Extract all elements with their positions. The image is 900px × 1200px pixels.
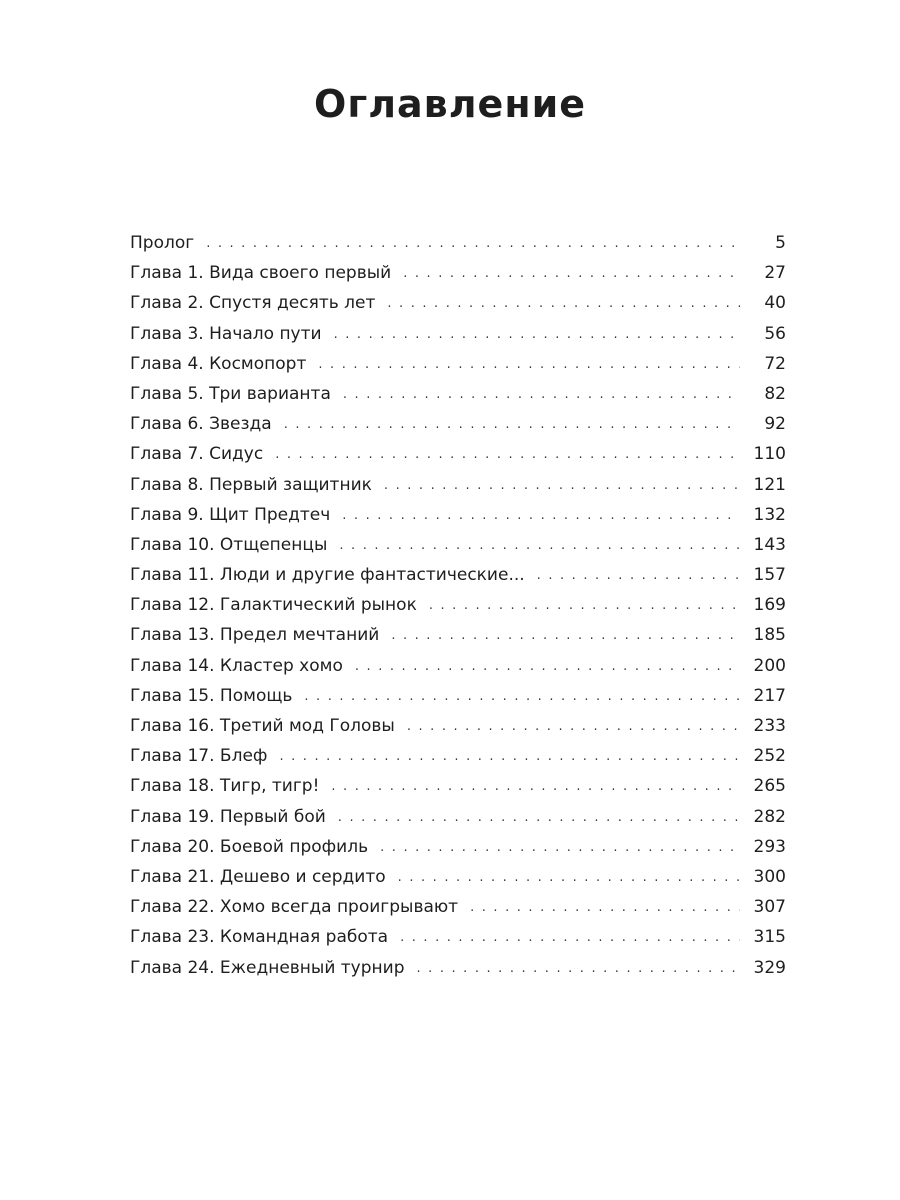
toc-entry-label: Глава 9. Щит Предтеч bbox=[130, 504, 331, 525]
page-title: Оглавление bbox=[314, 82, 586, 126]
toc-entry-label: Глава 22. Хомо всегда проигрывают bbox=[130, 897, 459, 918]
toc-entry-page: 217 bbox=[753, 685, 786, 706]
toc-entry bbox=[130, 439, 786, 469]
dot-leader bbox=[407, 712, 740, 742]
toc-entry-label: Глава 23. Командная работа bbox=[130, 927, 389, 948]
toc-entry-page: 110 bbox=[753, 444, 786, 465]
toc-entry-page: 265 bbox=[753, 776, 786, 797]
toc-entry bbox=[130, 862, 786, 892]
table-of-contents bbox=[130, 228, 786, 983]
toc-entry-label: Глава 14. Кластер хомо bbox=[130, 655, 343, 676]
toc-entry bbox=[130, 560, 786, 590]
dot-leader bbox=[537, 561, 740, 591]
toc-entry-page: 82 bbox=[764, 383, 786, 404]
toc-entry-page: 300 bbox=[753, 866, 786, 887]
toc-entry bbox=[130, 258, 786, 288]
toc-entry bbox=[130, 379, 786, 409]
dot-leader bbox=[355, 652, 740, 682]
toc-entry bbox=[130, 892, 786, 922]
dot-leader bbox=[417, 954, 741, 984]
toc-entry-label: Глава 12. Галактический рынок bbox=[130, 595, 417, 616]
toc-entry-label: Глава 1. Вида своего первый bbox=[130, 263, 392, 284]
dot-leader bbox=[470, 893, 740, 923]
dot-leader bbox=[343, 380, 740, 410]
toc-entry bbox=[130, 470, 786, 500]
toc-entry-page: 200 bbox=[753, 655, 786, 676]
toc-entry bbox=[130, 620, 786, 650]
toc-entry bbox=[130, 288, 786, 318]
toc-entry-label: Глава 4. Космопорт bbox=[130, 353, 307, 374]
dot-leader bbox=[275, 440, 740, 470]
toc-entry-label: Глава 8. Первый защитник bbox=[130, 474, 372, 495]
toc-entry-label: Глава 11. Люди и другие фантастические... bbox=[130, 565, 525, 586]
toc-entry-page: 143 bbox=[753, 534, 786, 555]
toc-entry bbox=[130, 530, 786, 560]
toc-entry bbox=[130, 922, 786, 952]
toc-entry bbox=[130, 228, 786, 258]
toc-entry-label: Глава 18. Тигр, тигр! bbox=[130, 776, 320, 797]
toc-entry bbox=[130, 319, 786, 349]
toc-entry bbox=[130, 802, 786, 832]
toc-entry bbox=[130, 741, 786, 771]
toc-entry-page: 27 bbox=[764, 263, 786, 284]
toc-entry-page: 92 bbox=[764, 414, 786, 435]
dot-leader bbox=[387, 289, 740, 319]
dot-leader bbox=[318, 350, 740, 380]
dot-leader bbox=[429, 591, 740, 621]
toc-entry-label: Глава 15. Помощь bbox=[130, 685, 293, 706]
dot-leader bbox=[304, 682, 740, 712]
dot-leader bbox=[284, 410, 740, 440]
toc-entry-label: Глава 20. Боевой профиль bbox=[130, 836, 369, 857]
toc-entry-page: 56 bbox=[764, 323, 786, 344]
toc-entry-label: Пролог bbox=[130, 233, 195, 253]
toc-entry-label: Глава 5. Три варианта bbox=[130, 383, 331, 404]
toc-entry-page: 121 bbox=[753, 474, 786, 495]
toc-entry-page: 132 bbox=[753, 504, 786, 525]
toc-entry-page: 157 bbox=[753, 565, 786, 586]
dot-leader bbox=[339, 531, 740, 561]
toc-entry-page: 307 bbox=[753, 897, 786, 918]
toc-entry bbox=[130, 409, 786, 439]
toc-entry bbox=[130, 349, 786, 379]
toc-entry-page: 185 bbox=[753, 625, 786, 646]
toc-entry-page: 233 bbox=[753, 716, 786, 736]
dot-leader bbox=[334, 320, 740, 350]
toc-entry-page: 5 bbox=[775, 233, 786, 253]
dot-leader bbox=[403, 259, 740, 289]
toc-entry-page: 282 bbox=[753, 806, 786, 827]
toc-entry-label: Глава 21. Дешево и сердито bbox=[130, 866, 386, 887]
toc-entry bbox=[130, 590, 786, 620]
toc-entry-label: Глава 24. Ежедневный турнир bbox=[130, 957, 405, 978]
dot-leader bbox=[398, 863, 740, 893]
toc-entry-label: Глава 16. Третий мод Головы bbox=[130, 716, 395, 736]
toc-entry-label: Глава 2. Спустя десять лет bbox=[130, 293, 376, 314]
toc-entry-page: 169 bbox=[753, 595, 786, 616]
dot-leader bbox=[380, 833, 740, 863]
toc-entry bbox=[130, 771, 786, 801]
toc-entry bbox=[130, 953, 786, 983]
toc-entry-page: 252 bbox=[753, 746, 786, 767]
toc-entry bbox=[130, 500, 786, 530]
dot-leader bbox=[342, 501, 740, 531]
toc-entry bbox=[130, 651, 786, 681]
toc-entry-label: Глава 3. Начало пути bbox=[130, 323, 322, 344]
dot-leader bbox=[279, 742, 740, 772]
toc-entry-label: Глава 13. Предел мечтаний bbox=[130, 625, 380, 646]
dot-leader bbox=[338, 803, 740, 833]
toc-entry bbox=[130, 681, 786, 711]
dot-leader bbox=[331, 772, 740, 802]
dot-leader bbox=[384, 471, 740, 501]
toc-entry-label: Глава 7. Сидус bbox=[130, 444, 264, 465]
toc-entry-label: Глава 6. Звезда bbox=[130, 414, 272, 435]
toc-entry-page: 72 bbox=[764, 353, 786, 374]
toc-entry-label: Глава 10. Отщепенцы bbox=[130, 534, 328, 555]
dot-leader bbox=[206, 229, 740, 259]
toc-entry bbox=[130, 711, 786, 741]
toc-entry-label: Глава 17. Блеф bbox=[130, 746, 268, 767]
toc-entry-page: 329 bbox=[753, 957, 786, 978]
toc-entry-page: 315 bbox=[753, 927, 786, 948]
toc-entry-label: Глава 19. Первый бой bbox=[130, 806, 326, 827]
dot-leader bbox=[391, 621, 740, 651]
toc-entry bbox=[130, 832, 786, 862]
toc-entry-page: 40 bbox=[764, 293, 786, 314]
dot-leader bbox=[400, 923, 740, 953]
toc-entry-page: 293 bbox=[753, 836, 786, 857]
